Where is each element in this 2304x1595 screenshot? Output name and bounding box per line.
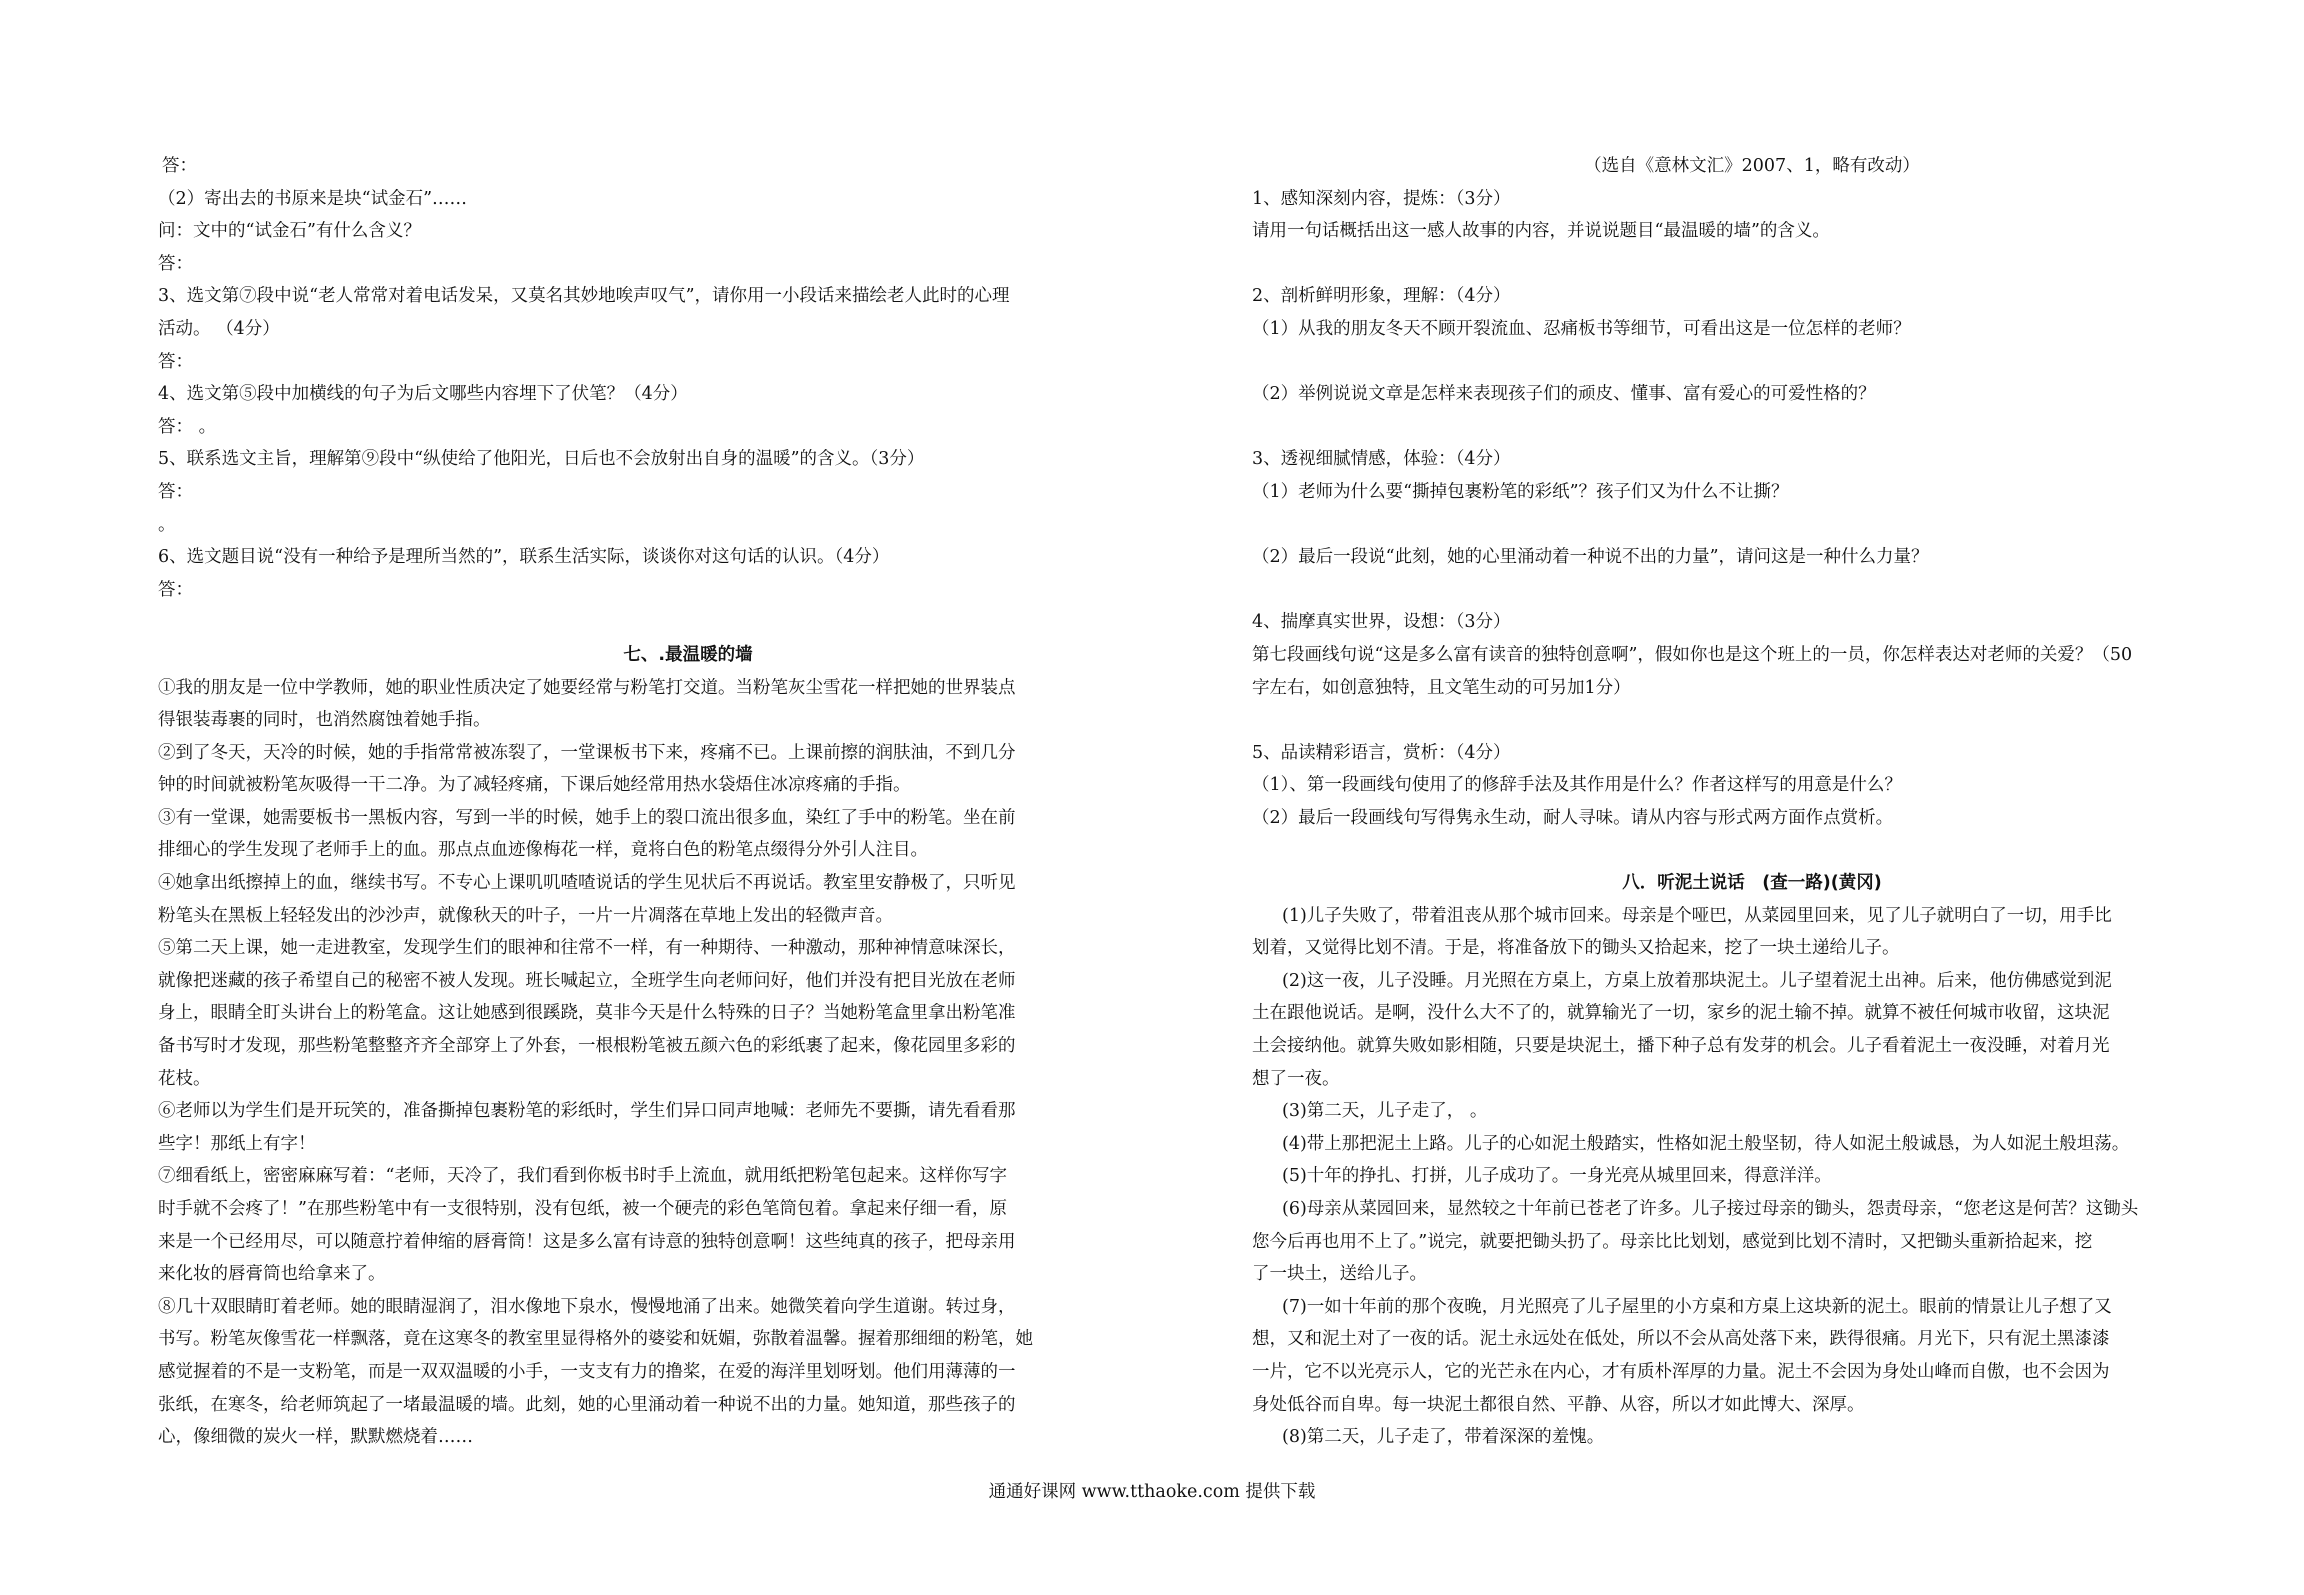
text-line [158,606,1158,639]
text-line: 答： [158,579,193,600]
right-column [1252,150,2252,1454]
text-line: ③有一堂课，她需要板书一黑板内容，写到一半的时候，她手上的裂口流出很多血，染红了手中的粉笔。坐在前 [158,807,1016,828]
text-line: 心，像细微的炭火一样，默默燃烧着…… [158,1427,473,1448]
text-line: （2）寄出去的书原来是块“试金石”…… [158,188,468,209]
text-line: 花枝。 [158,1068,211,1089]
text-line: 。 [158,514,176,535]
text-line: 4、揣摩真实世界，设想：（3分） [1252,612,1511,633]
text-line: 6、选文题目说“没有一种给予是理所当然的”，联系生活实际，谈谈你对这句话的认识。（4分） [158,547,890,568]
text-line: 来是一个已经用尽，可以随意拧着伸缩的唇膏筒！这是多么富有诗意的独特创意啊！这些纯真的孩子，把母亲用 [158,1231,1016,1252]
text-line: (4)带上那把泥土上路。儿子的心如泥土般踏实，性格如泥土般坚韧，待人如泥土般诚恳，为人如泥土般坦荡。 [1282,1133,2130,1154]
text-line: (5)十年的挣扎、打拼，儿子成功了。一身光亮从城里回来，得意洋洋。 [1282,1166,1832,1187]
text-line [1252,574,2252,607]
text-line: 活动。 （4分） [158,318,280,339]
text-line: 想，又和泥土对了一夜的话。泥土永远处在低处，所以不会从高处落下来，跌得很痛。月光下，只有泥土黑漆漆 [1252,1329,2110,1350]
text-line: 4、选文第⑤段中加横线的句子为后文哪些内容埋下了伏笔？（4分） [158,384,688,405]
text-line: 备书写时才发现，那些粉笔整整齐齐全部穿上了外套，一根根粉笔被五颜六色的彩纸裹了起来，像花园里多彩的 [158,1036,1016,1057]
text-line: 1、感知深刻内容，提炼：（3分） [1252,188,1511,209]
text-line: 问：文中的“试金石”有什么含义？ [158,221,421,242]
text-line: (3)第二天，儿子走了， 。 [1282,1101,1488,1122]
text-line: 第七段画线句说“这是多么富有读音的独特创意啊”，假如你也是这个班上的一员，你怎样表达对老师的关爱？（50 [1252,644,2133,665]
text-line: 钟的时间就被粉笔灰吸得一干二净。为了减轻疼痛，下课后她经常用热水袋焐住冰凉疼痛的手指。 [158,775,911,796]
text-line: (2)这一夜，儿子没睡。月光照在方桌上，方桌上放着那块泥土。儿子望着泥土出神。后来，他仿佛感觉到泥 [1282,970,2112,991]
text-line [1252,509,2252,542]
text-line: 答： [158,351,193,372]
section-heading: 七、.最温暖的墙 [623,644,753,665]
text-line: 答： [162,156,197,176]
text-line: （选自《意林文汇》2007、1，略有改动） [1584,156,1920,176]
text-line: 来化妆的唇膏筒也给拿来了。 [158,1264,386,1285]
text-line: 得银装毒裹的同时，也消然腐蚀着她手指。 [158,710,491,731]
text-line: (7)一如十年前的那个夜晚，月光照亮了儿子屋里的小方桌和方桌上这块新的泥土。眼前的情景让儿子想了又 [1282,1296,2112,1317]
text-line: 土会接纳他。就算失败如影相随，只要是块泥土，播下种子总有发芽的机会。儿子看着泥土一夜没睡，对着月光 [1252,1036,2110,1057]
text-line: 答： 。 [158,416,217,437]
text-line: 些字！那纸上有字！ [158,1133,316,1154]
text-line: 粉笔头在黑板上轻轻发出的沙沙声，就像秋天的叶子，一片一片凋落在草地上发出的轻微声音。 [158,905,893,926]
text-line: ⑧几十双眼睛盯着老师。她的眼睛湿润了，泪水像地下泉水，慢慢地涌了出来。她微笑着向学生道谢。转过身， [158,1296,1016,1317]
text-line [1252,248,2252,281]
page-footer: 通通好课网 www.tthaoke.com 提供下载 [988,1482,1316,1502]
text-line: ①我的朋友是一位中学教师，她的职业性质决定了她要经常与粉笔打交道。当粉笔灰尘雪花一样把她的世界装点 [158,677,1016,698]
text-line: 答： [158,481,193,502]
text-line: 2、剖析鲜明形象，理解：（4分） [1252,286,1511,307]
text-line: (6)母亲从菜园回来，显然较之十年前已苍老了许多。儿子接过母亲的锄头，怨责母亲，“您老这是何苦？这锄头 [1282,1199,2139,1219]
text-line: ⑤第二天上课，她一走进教室，发现学生们的眼神和往常不一样，有一种期待、一种激动，那种神情意味深长， [158,938,1016,959]
text-line: 感觉握着的不是一支粉笔，而是一双双温暖的小手，一支支有力的撸桨，在爱的海洋里划呀划。他们用薄薄的一 [158,1361,1016,1382]
text-line: 划着，又觉得比划不清。于是，将准备放下的锄头又拾起来，挖了一块土递给儿子。 [1252,938,1900,959]
text-line: 时手就不会疼了！”在那些粉笔中有一支很特别，没有包纸，被一个硬壳的彩色笔筒包着。拿起来仔细一看，原 [158,1199,1007,1219]
left-column [158,150,1158,1454]
text-line: （2）最后一段画线句写得隽永生动，耐人寻味。请从内容与形式两方面作点赏析。 [1252,807,1894,828]
text-line: （1）、第一段画线句使用了的修辞手法及其作用是什么？作者这样写的用意是什么？ [1252,775,1902,796]
text-line: 一片，它不以光亮示人，它的光芒永在内心，才有质朴浑厚的力量。泥土不会因为身处山峰而自傲，也不会因为 [1252,1361,2110,1382]
text-line [1252,411,2252,444]
text-line: 就像把迷藏的孩子希望自己的秘密不被人发现。班长喊起立，全班学生向老师问好，他们并没有把目光放在老师 [158,970,1016,991]
text-line: ②到了冬天，天冷的时候，她的手指常常被冻裂了，一堂课板书下来，疼痛不已。上课前擦的润肤油，不到几分 [158,742,1016,763]
text-line: 答： [158,253,193,274]
text-line: ⑦细看纸上，密密麻麻写着：“老师，天冷了，我们看到你板书时手上流血，就用纸把粉笔包起来。这样你写字 [158,1166,1007,1187]
text-line: （2）举例说说文章是怎样来表现孩子们的顽皮、懂事、富有爱心的可爱性格的？ [1252,384,1876,405]
text-line: ④她拿出纸擦掉上的血，继续书写。不专心上课叽叽喳喳说话的学生见状后不再说话。教室里安静极了，只听见 [158,873,1016,894]
text-line: 3、透视细腻情感，体验：（4分） [1252,449,1511,470]
section-heading: 八．听泥土说话 (查一路)(黄冈) [1622,873,1882,894]
text-line: 身处低谷而自卑。每一块泥土都很自然、平静、从容，所以才如此博大、深厚。 [1252,1394,1865,1415]
text-line: （1）老师为什么要“撕掉包裹粉笔的彩纸”？孩子们又为什么不让撕？ [1252,481,1789,502]
text-line [1252,834,2252,867]
text-line: 书写。粉笔灰像雪花一样飘落，竟在这寒冬的教室里显得格外的婆娑和妩媚，弥散着温馨。握着那细细的粉笔，她 [158,1329,1033,1350]
text-line [1252,346,2252,379]
text-line: 请用一句话概括出这一感人故事的内容，并说说题目“最温暖的墙”的含义。 [1252,221,1830,242]
text-line: （2）最后一段说“此刻，她的心里涌动着一种说不出的力量”，请问这是一种什么力量？ [1252,547,1929,568]
text-line: 排细心的学生发现了老师手上的血。那点点血迹像梅花一样，竟将白色的粉笔点缀得分外引人注目。 [158,840,928,861]
text-line: 5、品读精彩语言，赏析：（4分） [1252,742,1511,763]
text-line: (8)第二天，儿子走了，带着深深的羞愧。 [1282,1427,1605,1448]
text-line [1252,704,2252,737]
text-line: 身上，眼睛全盯头讲台上的粉笔盒。这让她感到很蹊跷，莫非今天是什么特殊的日子？当她粉笔盒里拿出粉笔准 [158,1003,1016,1024]
text-line: 您今后再也用不上了。”说完，就要把锄头扔了。母亲比比划划，感觉到比划不清时，又把锄头重新拾起来，挖 [1252,1231,2093,1252]
text-line: 张纸，在寒冬，给老师筑起了一堵最温暖的墙。此刻，她的心里涌动着一种说不出的力量。她知道，那些孩子的 [158,1394,1016,1415]
text-line: ⑥老师以为学生们是开玩笑的，准备撕掉包裹粉笔的彩纸时，学生们异口同声地喊：老师先不要撕，请先看看那 [158,1101,1016,1122]
text-line: (1)儿子失败了，带着沮丧从那个城市回来。母亲是个哑巴，从菜园里回来，见了儿子就明白了一切，用手比 [1282,905,2112,926]
text-line: 字左右，如创意独特，且文笔生动的可另加1分） [1252,677,1631,698]
text-line: 土在跟他说话。是啊，没什么大不了的，就算输光了一切，家乡的泥土输不掉。就算不被任何城市收留，这块泥 [1252,1003,2110,1024]
text-line: （1）从我的朋友冬天不顾开裂流血、忍痛板书等细节，可看出这是一位怎样的老师？ [1252,318,1911,339]
text-line: 想了一夜。 [1252,1068,1340,1089]
text-line: 了一块土，送给儿子。 [1252,1264,1427,1285]
text-line: 3、选文第⑦段中说“老人常常对着电话发呆，又莫名其妙地唉声叹气”，请你用一小段话来描绘老人此时的心理 [158,286,1010,307]
text-line: 5、联系选文主旨，理解第⑨段中“纵使给了他阳光，日后也不会放射出自身的温暖”的含义。（3分） [158,449,925,470]
